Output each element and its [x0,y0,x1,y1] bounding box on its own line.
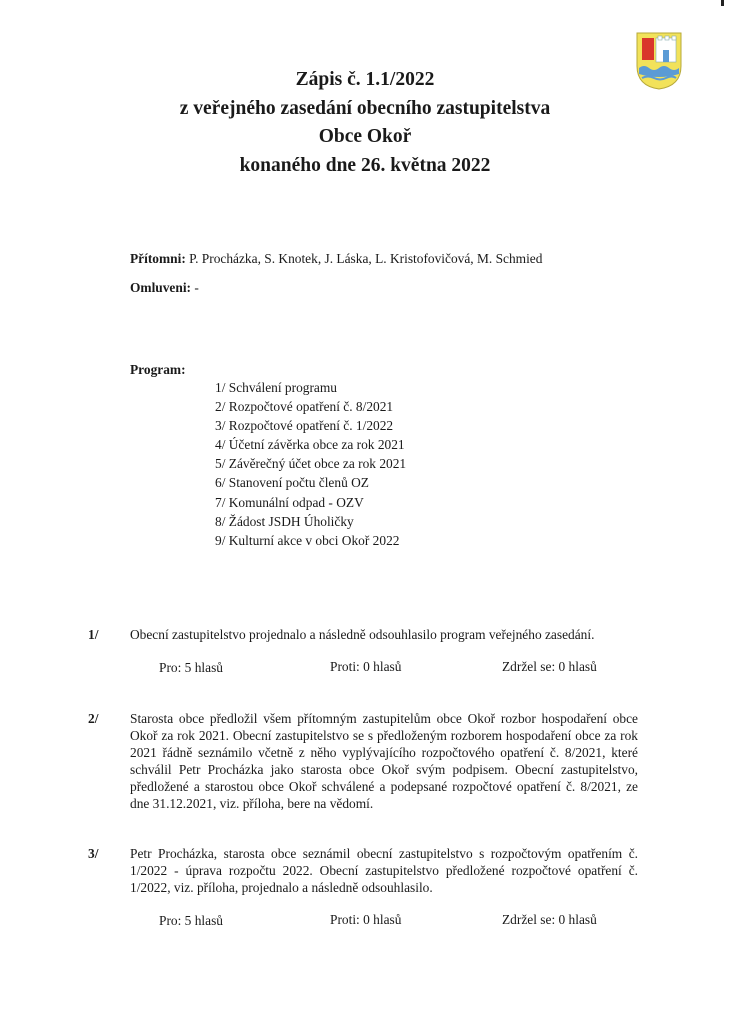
program-item: 4/ Účetní závěrka obce za rok 2021 [215,437,405,453]
program-item: 3/ Rozpočtové opatření č. 1/2022 [215,418,394,434]
excused-value: - [194,280,199,295]
program-item: 7/ Komunální odpad - OZV [215,494,364,510]
title-line-1: Zápis č. 1.1/2022 [295,69,435,90]
attendance-present [130,251,542,267]
document-title [0,66,730,180]
section-text: Starosta obce předložil všem přítomným zastupitelům obce Okoř rozbor hospodaření obce Okoř za rok 2021. Obecní zastupitelstvo se s předloženým rozborem hospodaření obce za rok 2021 řádně seznámilo včetně z něho vyplývajícího rozpočtového opatření č. 8/2021, které schválil Petr Procházka jako starosta obce Okoř svým podpisem. Obecní zastupitelstvo, předložené a starostou obce Okoř schválené a podepsané rozpočtové opatření č. 8/2021, ze dne 31.12.2021, viz. příloha, bere na vědomí. [130,711,638,811]
title-line-2: z veřejného zasedání obecního zastupitelstva [179,97,551,119]
excused-label: Omluveni: [130,280,192,295]
program-item: 8/ Žádost JSDH Úholičky [215,513,354,529]
program-item: 9/ Kulturní akce v obci Okoř 2022 [215,532,400,548]
program-label: Program: [130,362,186,377]
program-item: 5/ Závěrečný účet obce za rok 2021 [215,456,407,472]
title-line-3: Obce Okoř [318,126,412,147]
vote-abstain: Zdržel se: 0 hlasů [502,912,597,927]
present-label: Přítomni: [130,251,186,266]
program-item: 1/ Schválení programu [215,380,337,395]
section-number: 3/ [88,846,99,861]
section-number: 1/ [88,627,99,642]
program-item: 2/ Rozpočtové opatření č. 8/2021 [215,399,394,415]
attendance-excused [130,280,199,296]
title-line-4: konaného dne 26. května 2022 [239,154,491,176]
vote-for: Pro: 5 hlasů [159,660,223,675]
vote-for: Pro: 5 hlasů [159,913,223,928]
section-text: Obecní zastupitelstvo projednalo a následně odsouhlasilo program veřejného zasedání. [130,627,595,642]
vote-against: Proti: 0 hlasů [330,912,402,927]
program-list [215,378,406,550]
scan-mark [721,0,724,6]
present-value: P. Procházka, S. Knotek, J. Láska, L. Kristofovičová, M. Schmied [189,251,543,266]
vote-against: Proti: 0 hlasů [330,659,402,674]
program-item: 6/ Stanovení počtu členů OZ [215,475,369,491]
section-number: 2/ [88,711,99,726]
section-text: Petr Procházka, starosta obce seznámil obecní zastupitelstvo s rozpočtovým opatřením č. 1/2022 - úprava rozpočtu 2022. Obecní zastupitelstvo předložené rozpočtové opatření č. 1/2022, viz. příloha, projednalo a následně odsouhlasilo. [130,846,638,895]
vote-abstain: Zdržel se: 0 hlasů [502,659,597,674]
